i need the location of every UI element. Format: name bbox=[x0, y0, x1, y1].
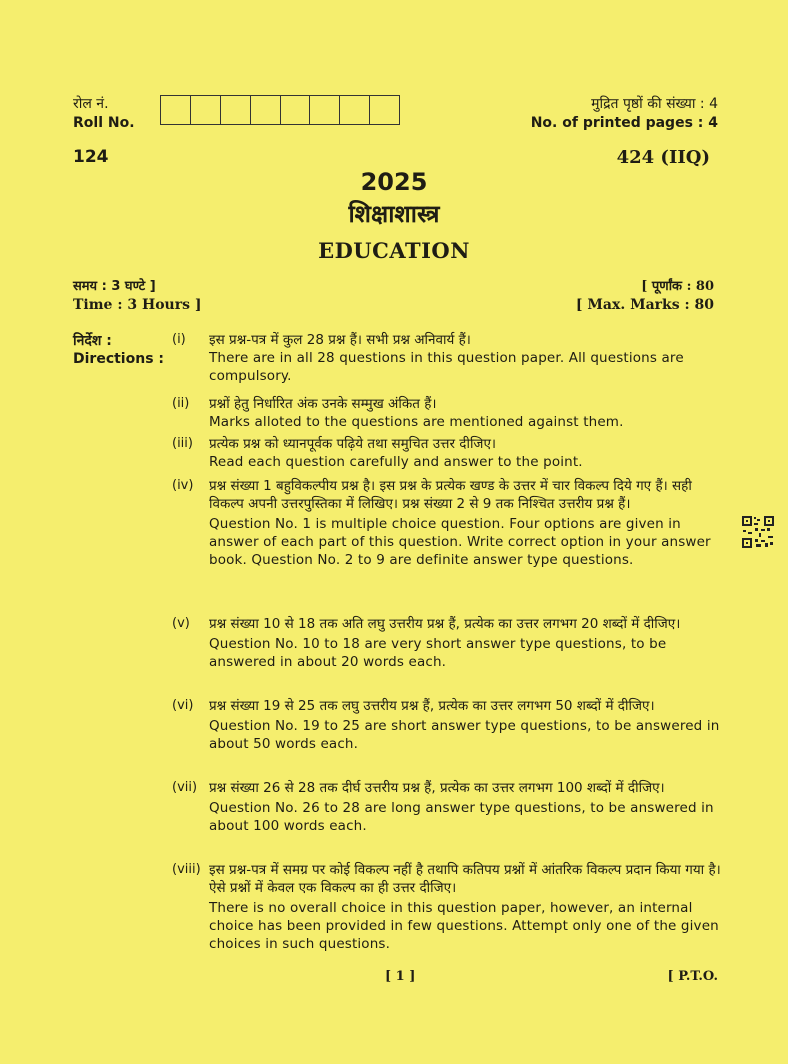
direction-number: (iv) bbox=[172, 478, 194, 493]
exam-year: 2025 bbox=[360, 168, 428, 196]
directions-label-hindi: निर्देश : bbox=[73, 333, 112, 349]
please-turn-over: [ P.T.O. bbox=[667, 969, 718, 984]
direction-text-hindi: इस प्रश्न-पत्र में कुल 28 प्रश्न हैं। सभी प्रश्न अनिवार्य हैं। bbox=[209, 332, 471, 348]
time-english: Time : 3 Hours ] bbox=[73, 297, 202, 313]
direction-text-english: Read each question carefully and answer to the point. bbox=[209, 454, 583, 470]
direction-number: (ii) bbox=[172, 396, 190, 411]
direction-number: (vi) bbox=[172, 698, 194, 713]
direction-text-hindi: इस प्रश्न-पत्र में समग्र पर कोई विकल्प नहीं है तथापि कतिपय प्रश्नों में आंतरिक विकल्प प्रदान किया गया है। ऐसे प्रश्नों में केवल एक विकल्प का ही उत्तर दीजिए। bbox=[209, 862, 721, 896]
direction-text-english: There is no overall choice in this question paper, however, an internal choice has been provided in few questions. Attempt only one of the given choices in such questions. bbox=[209, 900, 719, 952]
roll-label-english: Roll No. bbox=[73, 115, 135, 131]
direction-text-english: Question No. 1 is multiple choice question. Four options are given in answer of each part of this question. Write correct option in your answer book. Question No. 2 to 9 are definite answer type questions. bbox=[209, 516, 711, 568]
printed-pages-hindi: मुद्रित पृष्ठों की संख्या : 4 bbox=[591, 96, 718, 112]
direction-item bbox=[172, 697, 724, 753]
direction-number: (viii) bbox=[172, 862, 201, 877]
direction-text-english: Question No. 19 to 25 are short answer type questions, to be answered in about 50 words each. bbox=[209, 718, 720, 752]
direction-text-english: Marks alloted to the questions are mentioned against them. bbox=[209, 414, 624, 430]
max-marks-hindi: [ पूर्णांक : 80 bbox=[641, 279, 714, 294]
direction-item bbox=[172, 331, 724, 385]
page-number: [ 1 ] bbox=[385, 969, 416, 984]
direction-item bbox=[172, 477, 724, 569]
directions-label-english: Directions : bbox=[73, 351, 164, 367]
direction-item bbox=[172, 861, 724, 953]
direction-number: (v) bbox=[172, 616, 190, 631]
direction-text-english: There are in all 28 questions in this question paper. All questions are compulsory. bbox=[209, 350, 684, 384]
direction-item bbox=[172, 615, 724, 671]
paper-code-left: 124 bbox=[73, 147, 109, 167]
subject-title-hindi: शिक्षाशास्त्र bbox=[348, 200, 440, 228]
paper-code-right: 424 (IIQ) bbox=[616, 147, 710, 168]
roll-label-hindi: रोल नं. bbox=[73, 96, 109, 112]
direction-text-hindi: प्रश्न संख्या 10 से 18 तक अति लघु उत्तरीय प्रश्न हैं, प्रत्येक का उत्तर लगभग 20 शब्दों में दीजिए। bbox=[209, 616, 681, 632]
roll-number-boxes[interactable] bbox=[160, 95, 400, 125]
direction-number: (iii) bbox=[172, 436, 193, 451]
direction-text-hindi: प्रश्न संख्या 26 से 28 तक दीर्घ उत्तरीय प्रश्न हैं, प्रत्येक का उत्तर लगभग 100 शब्दों में दीजिए। bbox=[209, 780, 665, 796]
direction-text-hindi: प्रश्नों हेतु निर्धारित अंक उनके सम्मुख अंकित हैं। bbox=[209, 396, 437, 412]
direction-item bbox=[172, 395, 724, 431]
direction-text-hindi: प्रत्येक प्रश्न को ध्यानपूर्वक पढ़िये तथा समुचित उत्तर दीजिए। bbox=[209, 436, 497, 452]
qr-code-icon bbox=[741, 515, 775, 549]
direction-item bbox=[172, 779, 724, 835]
subject-title-english: EDUCATION bbox=[318, 238, 470, 263]
max-marks-english: [ Max. Marks : 80 bbox=[575, 297, 714, 313]
time-hindi: समय : 3 घण्टे ] bbox=[73, 279, 156, 294]
direction-number: (i) bbox=[172, 332, 186, 347]
direction-text-english: Question No. 26 to 28 are long answer type questions, to be answered in about 100 words each. bbox=[209, 800, 714, 834]
printed-pages-english: No. of printed pages : 4 bbox=[530, 115, 718, 131]
direction-text-hindi: प्रश्न संख्या 1 बहुविकल्पीय प्रश्न है। इस प्रश्न के प्रत्येक खण्ड के उत्तर में चार विकल्प दिये गए हैं। सही विकल्प अपनी उत्तरपुस्तिका में लिखिए। प्रश्न संख्या 2 से 9 तक निश्चित उत्तरीय प्रश्न हैं। bbox=[209, 478, 692, 512]
direction-text-hindi: प्रश्न संख्या 19 से 25 तक लघु उत्तरीय प्रश्न हैं, प्रत्येक का उत्तर लगभग 50 शब्दों में दीजिए। bbox=[209, 698, 655, 714]
direction-item bbox=[172, 435, 724, 471]
direction-number: (vii) bbox=[172, 780, 198, 795]
direction-text-english: Question No. 10 to 18 are very short answer type questions, to be answered in about 20 words each. bbox=[209, 636, 667, 670]
